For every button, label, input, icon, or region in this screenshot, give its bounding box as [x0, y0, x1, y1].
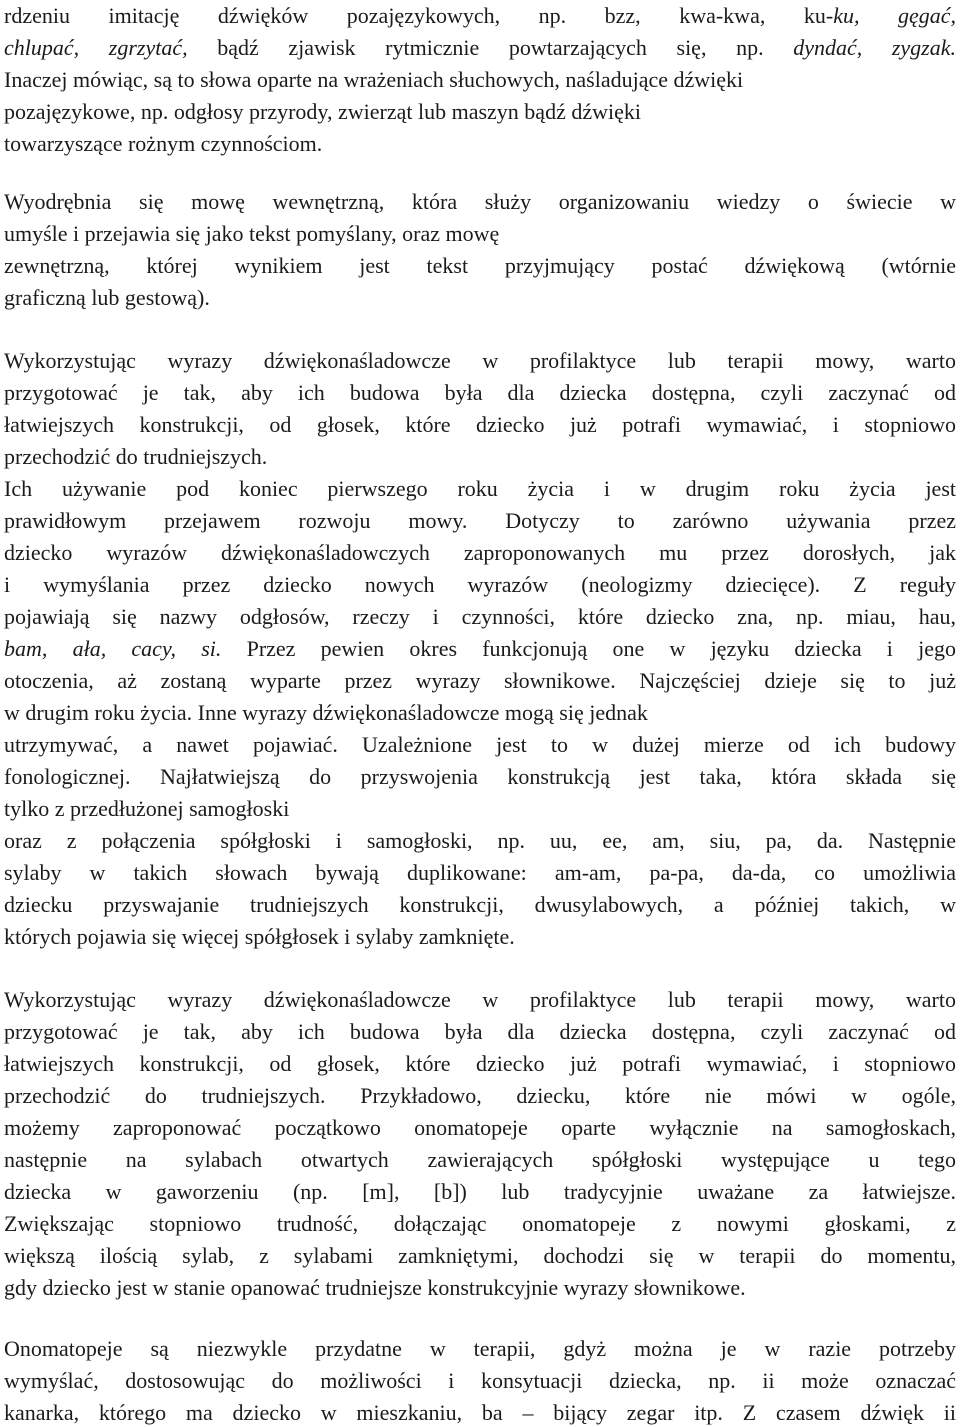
text-run: fonologicznej. Najłatwiejszą do przyswojenia konstrukcją jest taka, która składa się [4, 764, 956, 789]
text-run: możemy zaproponować początkowo onomatopeje oparte wyłącznie na samogłoskach, [4, 1115, 956, 1140]
text-line [4, 1048, 956, 1080]
text-run: rdzeniu imitację dźwięków pozajęzykowych, np. bzz, kwa-kwa, ku- [4, 3, 834, 28]
text-line [4, 1016, 956, 1048]
text-run: następnie na sylabach otwartych zawierających spółgłoski występujące u tego [4, 1147, 956, 1172]
text-line [4, 409, 956, 441]
text-run: przechodzić do trudniejszych. Przykładowo, dziecku, które nie mówi w ogóle, [4, 1083, 956, 1108]
italic-text: ku, gęgać, [833, 3, 956, 28]
text-line [4, 1080, 956, 1112]
text-run: kanarka, którego ma dziecko w mieszkaniu, ba – bijący zegar itp. Z czasem dźwięk ii [4, 1400, 956, 1425]
text-line [4, 345, 956, 377]
text-line [4, 0, 956, 32]
text-line [4, 984, 956, 1016]
text-line [4, 186, 956, 218]
text-run: graficzną lub gestową). [4, 285, 210, 310]
text-line [4, 377, 956, 409]
text-line [4, 729, 956, 761]
text-run: większą ilością sylab, z sylabami zamkniętymi, dochodzi się w terapii do momentu, [4, 1243, 956, 1268]
text-run: dziecku przyswajanie trudniejszych konstrukcji, dwusylabowych, a później takich, w [4, 892, 956, 917]
text-run: łatwiejszych konstrukcji, od głosek, które dziecko już potrafi wymawiać, i stopniowo [4, 1051, 956, 1076]
text-run: Przez pewien okres funkcjonują one w języku dziecka i jego [221, 636, 956, 661]
text-line [4, 250, 956, 282]
text-line [4, 505, 956, 537]
text-line [4, 1176, 956, 1208]
text-line [4, 1333, 956, 1365]
text-run: tylko z przedłużonej samogłoski [4, 796, 290, 821]
text-line [4, 825, 956, 857]
text-line [4, 633, 956, 665]
text-line [4, 218, 499, 250]
text-line [4, 1365, 956, 1397]
text-line [4, 857, 956, 889]
text-run: pojawiają się nazwy odgłosów, rzeczy i czynności, które dziecko zna, np. miau, hau, [4, 604, 956, 629]
text-run: Onomatopeje są niezwykle przydatne w terapii, gdyż można je w razie potrzeby [4, 1336, 956, 1361]
text-line [4, 793, 289, 825]
text-run: sylaby w takich słowach bywają duplikowane: am-am, pa-pa, da-da, co umożliwia [4, 860, 956, 885]
text-run: prawidłowym przejawem rozwoju mowy. Dotyczy to zarówno używania przez [4, 508, 956, 533]
text-line [4, 1272, 746, 1304]
text-line [4, 537, 956, 569]
text-line [4, 282, 210, 314]
text-run: oraz z połączenia spółgłoski i samogłoski, np. uu, ee, am, siu, pa, da. Następnie [4, 828, 956, 853]
text-line [4, 921, 515, 953]
text-line [4, 697, 648, 729]
text-run: dziecka w gaworzeniu (np. [m], [b]) lub tradycyjnie uważane za łatwiejsze. [4, 1179, 956, 1204]
italic-text: bam, ała, cacy, si. [4, 636, 222, 661]
text-line [4, 96, 641, 128]
text-line [4, 569, 956, 601]
italic-text: chlupać, zgrzytać, [4, 35, 188, 60]
text-run: przygotować je tak, aby ich budowa była dla dziecka dostępna, czyli zaczynać od [4, 1019, 956, 1044]
text-run: gdy dziecko jest w stanie opanować trudniejsze konstrukcyjnie wyrazy słownikowe. [4, 1275, 746, 1300]
text-run: dziecko wyrazów dźwiękonaśladowczych zaproponowanych mu przez dorosłych, jak [4, 540, 956, 565]
text-run: łatwiejszych konstrukcji, od głosek, które dziecko już potrafi wymawiać, i stopniowo [4, 412, 956, 437]
text-run: bądź zjawisk rytmicznie powtarzających się, np. [187, 35, 794, 60]
text-run: towarzyszące rożnym czynnościom. [4, 131, 323, 156]
text-line [4, 64, 743, 96]
text-line [4, 128, 322, 160]
text-run: i wymyślania przez dziecko nowych wyrazów (neologizmy dziecięce). Z reguły [4, 572, 956, 597]
text-run: Wyodrębnia się mowę wewnętrzną, która służy organizowaniu wiedzy o świecie w [4, 189, 956, 214]
text-run: umyśle i przejawia się jako tekst pomyślany, oraz mowę [4, 221, 500, 246]
text-line [4, 1397, 956, 1427]
text-run: zewnętrzną, której wynikiem jest tekst przyjmujący postać dźwiękową (wtórnie [4, 253, 956, 278]
text-line [4, 32, 956, 64]
text-run: utrzymywać, a nawet pojawiać. Uzależnione jest to w dużej mierze od ich budowy [4, 732, 956, 757]
italic-text: dyndać, zygzak. [793, 35, 956, 60]
text-run: Inaczej mówiąc, są to słowa oparte na wrażeniach słuchowych, naśladujące dźwięki [4, 67, 744, 92]
text-run: przechodzić do trudniejszych. [4, 444, 268, 469]
text-run: pozajęzykowe, np. odgłosy przyrody, zwierząt lub maszyn bądź dźwięki [4, 99, 641, 124]
text-run: których pojawia się więcej spółgłosek i sylaby zamknięte. [4, 924, 515, 949]
text-line [4, 1208, 956, 1240]
text-line [4, 889, 956, 921]
text-line [4, 601, 956, 633]
text-run: Wykorzystując wyrazy dźwiękonaśladowcze w profilaktyce lub terapii mowy, warto [4, 348, 956, 373]
text-line [4, 441, 267, 473]
text-run: Ich używanie pod koniec pierwszego roku życia i w drugim roku życia jest [4, 476, 956, 501]
text-run: wymyślać, dostosowując do możliwości i konsytuacji dziecka, np. ii może oznaczać [4, 1368, 956, 1393]
text-run: otoczenia, aż zostaną wyparte przez wyrazy słownikowe. Najczęściej dzieje się to już [4, 668, 956, 693]
text-run: Zwiększając stopniowo trudność, dołączając onomatopeje z nowymi głoskami, z [4, 1211, 956, 1236]
text-run: Wykorzystując wyrazy dźwiękonaśladowcze w profilaktyce lub terapii mowy, warto [4, 987, 956, 1012]
text-line [4, 473, 956, 505]
text-line [4, 1112, 956, 1144]
text-line [4, 1144, 956, 1176]
text-run: w drugim roku życia. Inne wyrazy dźwiękonaśladowcze mogą się jednak [4, 700, 648, 725]
text-line [4, 761, 956, 793]
text-run: przygotować je tak, aby ich budowa była dla dziecka dostępna, czyli zaczynać od [4, 380, 956, 405]
text-line [4, 665, 956, 697]
text-line [4, 1240, 956, 1272]
